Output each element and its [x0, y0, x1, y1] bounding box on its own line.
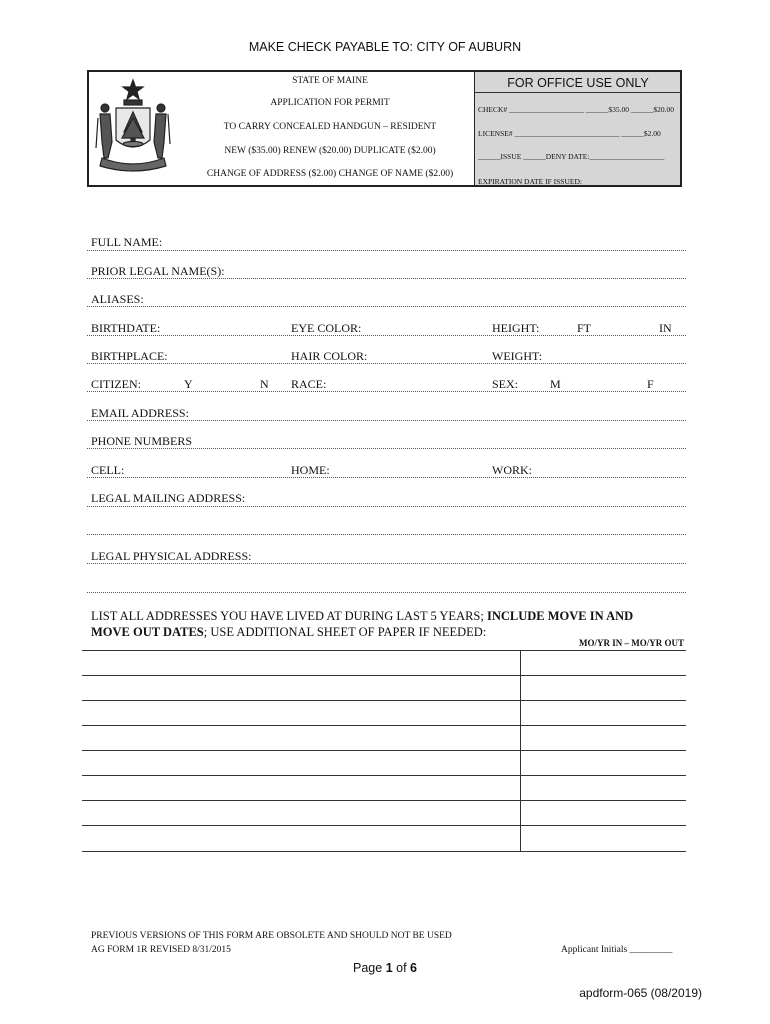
address-table-row[interactable]: [82, 800, 686, 801]
physical-address-line-1[interactable]: [87, 563, 686, 565]
instruction-text-1: LIST ALL ADDRESSES YOU HAVE LIVED AT DURING LAST 5 YEARS;: [91, 609, 487, 623]
sex-male-option[interactable]: M: [550, 377, 561, 391]
prior-names-label: PRIOR LEGAL NAME(S):: [91, 264, 225, 278]
mailing-address-label: LEGAL MAILING ADDRESS:: [91, 491, 246, 505]
address-table-row[interactable]: [82, 675, 686, 676]
full-name-label: FULL NAME:: [91, 235, 163, 249]
obsolete-notice: PREVIOUS VERSIONS OF THIS FORM ARE OBSOLETE AND SHOULD NOT BE USED: [91, 931, 452, 941]
full-name-line[interactable]: [87, 250, 686, 252]
aliases-line[interactable]: [87, 306, 686, 308]
dates-column-header: MO/YR IN – MO/YR OUT: [579, 638, 684, 648]
page-prefix: Page: [353, 961, 386, 975]
instruction-text-2: ; USE ADDITIONAL SHEET OF PAPER IF NEEDED:: [203, 625, 487, 639]
height-in-label: IN: [659, 321, 672, 335]
office-use-title: FOR OFFICE USE ONLY: [507, 76, 649, 90]
header-purpose: TO CARRY CONCEALED HANDGUN – RESIDENT: [223, 122, 437, 132]
phone-numbers-line: [87, 448, 686, 450]
citizen-row-line[interactable]: [87, 391, 686, 393]
phone-numbers-label: PHONE NUMBERS: [91, 434, 193, 448]
address-table-top: [82, 650, 686, 651]
email-label: EMAIL ADDRESS:: [91, 406, 189, 420]
address-table-row[interactable]: [82, 825, 686, 826]
citizen-no-option[interactable]: N: [260, 377, 269, 391]
office-divider: [474, 92, 682, 93]
page-current: 1: [385, 961, 393, 975]
mailing-address-line-2[interactable]: [87, 534, 686, 536]
header-state: STATE OF MAINE: [292, 76, 368, 86]
payable-notice: MAKE CHECK PAYABLE TO: CITY OF AUBURN: [248, 40, 522, 54]
page-total: 6: [410, 961, 417, 975]
hair-color-label: HAIR COLOR:: [291, 349, 368, 363]
address-history-instructions: [91, 608, 686, 640]
weight-label: WEIGHT:: [492, 349, 543, 363]
page-of: of: [392, 961, 411, 975]
birthdate-label: BIRTHDATE:: [91, 321, 161, 335]
header-application: APPLICATION FOR PERMIT: [270, 98, 390, 108]
home-label: HOME:: [291, 463, 330, 477]
birthplace-label: BIRTHPLACE:: [91, 349, 168, 363]
work-label: WORK:: [492, 463, 532, 477]
physical-address-label: LEGAL PHYSICAL ADDRESS:: [91, 549, 252, 563]
header-fees-changes: CHANGE OF ADDRESS ($2.00) CHANGE OF NAME ($2.00): [206, 169, 454, 179]
height-label: HEIGHT:: [492, 321, 540, 335]
instruction-bold-1: INCLUDE MOVE IN AND: [486, 609, 634, 623]
citizen-yes-option[interactable]: Y: [184, 377, 193, 391]
aliases-label: ALIASES:: [91, 292, 144, 306]
address-table-bottom[interactable]: [82, 851, 686, 852]
address-table-divider: [520, 650, 521, 852]
physical-address-line-2[interactable]: [87, 592, 686, 594]
applicant-initials[interactable]: Applicant Initials _________: [561, 945, 673, 955]
office-expiration-line: EXPIRATION DATE IF ISSUED:: [478, 177, 582, 186]
form-revision: AG FORM 1R REVISED 8/31/2015: [91, 945, 231, 955]
phone-row-line[interactable]: [87, 477, 686, 479]
office-issue-line: ______ISSUE ______DENY DATE:____________________: [478, 152, 665, 161]
address-table-row[interactable]: [82, 725, 686, 726]
sex-female-option[interactable]: F: [647, 377, 654, 391]
race-label: RACE:: [291, 377, 327, 391]
prior-names-line[interactable]: [87, 278, 686, 280]
birthplace-row-line[interactable]: [87, 363, 686, 365]
address-table-row[interactable]: [82, 750, 686, 751]
address-table-row[interactable]: [82, 775, 686, 776]
apd-form-id: apdform-065 (08/2019): [579, 986, 702, 1000]
height-ft-label: FT: [577, 321, 592, 335]
sex-label: SEX:: [492, 377, 519, 391]
email-line[interactable]: [87, 420, 686, 422]
cell-label: CELL:: [91, 463, 125, 477]
header-fees-primary: NEW ($35.00) RENEW ($20.00) DUPLICATE ($2.00): [224, 146, 436, 156]
address-table-row[interactable]: [82, 700, 686, 701]
birthdate-row-line[interactable]: [87, 335, 686, 337]
citizen-label: CITIZEN:: [91, 377, 141, 391]
instruction-bold-2: MOVE OUT DATES: [91, 625, 204, 639]
mailing-address-line-1[interactable]: [87, 506, 686, 508]
page-number: [0, 961, 770, 975]
eye-color-label: EYE COLOR:: [291, 321, 362, 335]
office-check-line: CHECK# ____________________ ______$35.00 ______$20.00: [478, 105, 675, 114]
office-license-line: LICENSE# ____________________________ ______$2.00: [478, 129, 661, 138]
